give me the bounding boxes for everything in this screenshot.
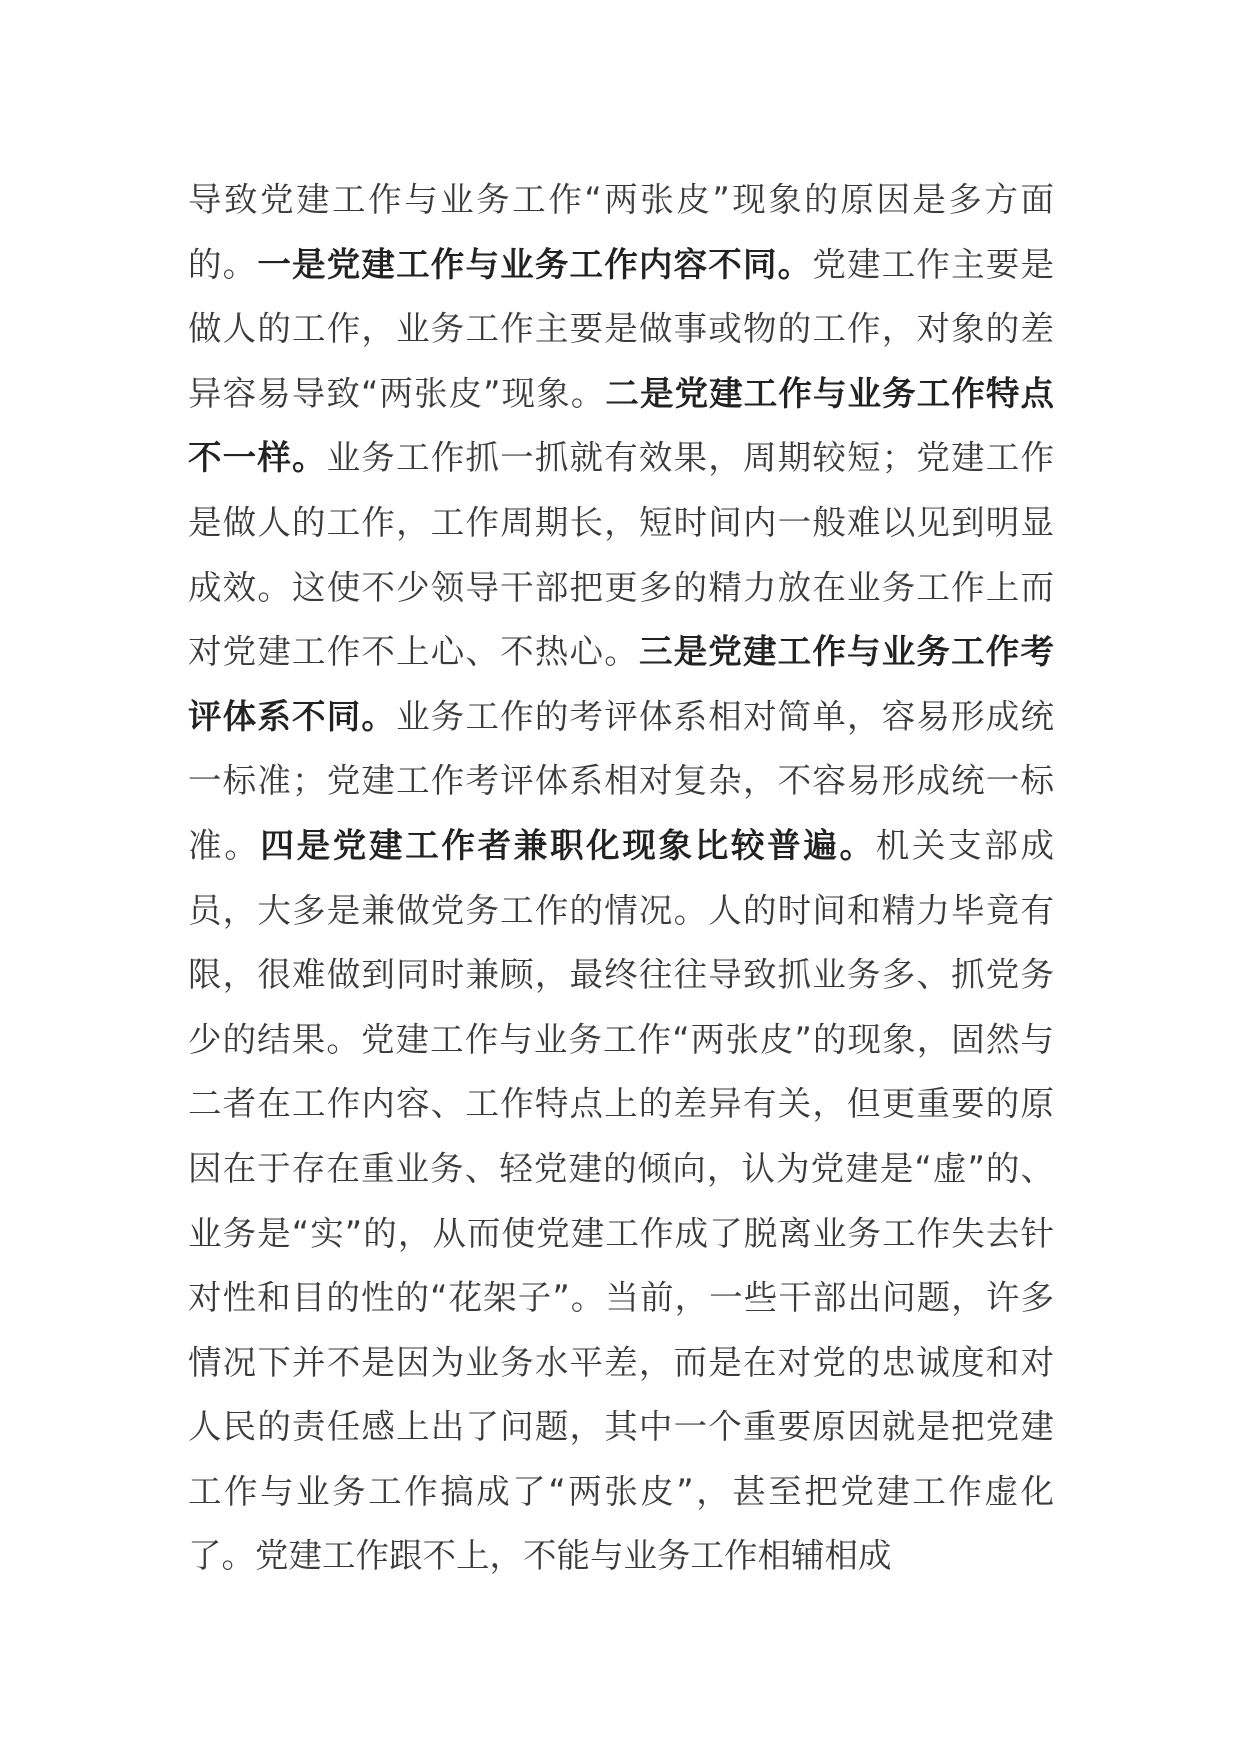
body-paragraph [188, 168, 1054, 1589]
document-page [188, 168, 1054, 1589]
bold-point-four: 四是党建工作者兼职化现象比较普遍。 [260, 825, 876, 865]
paragraph-text-3: 业务工作抓一抓就有效果，周期较短；党建工作是做人的工作，工作周期长，短时间内一般难以见到明显成效。这使不少领导干部把更多的精力放在业务工作上而对党建工作不上心、不热心。 [188, 438, 1054, 672]
paragraph-text-1: 导致党建工作与业务工作“两张皮”现象的原因是多方面的。 [188, 180, 1054, 284]
bold-point-one: 一是党建工作与业务工作内容不同。 [257, 244, 813, 284]
bold-point-three: 三是党建工作与业务工作考评体系不同。 [188, 632, 1054, 736]
paragraph-text-5: 机关支部成员，大多是兼做党务工作的情况。人的时间和精力毕竟有限，很难做到同时兼顾，最终往往导致抓业务多、抓党务少的结果。党建工作与业务工作“两张皮”的现象，固然与二者在工作内容、工作特点上的差异有关，但更重要的原因在于存在重业务、轻党建的倾向，认为党建是“虚”的、业务是“实”的，从而使党建工作成了脱离业务工作失去针对性和目的性的“花架子”。当前，一些干部出问题，许多情况下并不是因为业务水平差，而是在对党的忠诚度和对人民的责任感上出了问题，其中一个重要原因就是把党建工作与业务工作搞成了“两张皮”，甚至把党建工作虚化了。党建工作跟不上，不能与业务工作相辅相成 [188, 825, 1055, 1576]
paragraph-text-4: 业务工作的考评体系相对简单，容易形成统一标准；党建工作考评体系相对复杂，不容易形成统一标准。 [188, 696, 1054, 865]
bold-point-two: 二是党建工作与业务工作特点不一样。 [188, 373, 1055, 478]
paragraph-text-2: 党建工作主要是做人的工作，业务工作主要是做事或物的工作，对象的差异容易导致“两张皮”现象。 [188, 244, 1054, 413]
